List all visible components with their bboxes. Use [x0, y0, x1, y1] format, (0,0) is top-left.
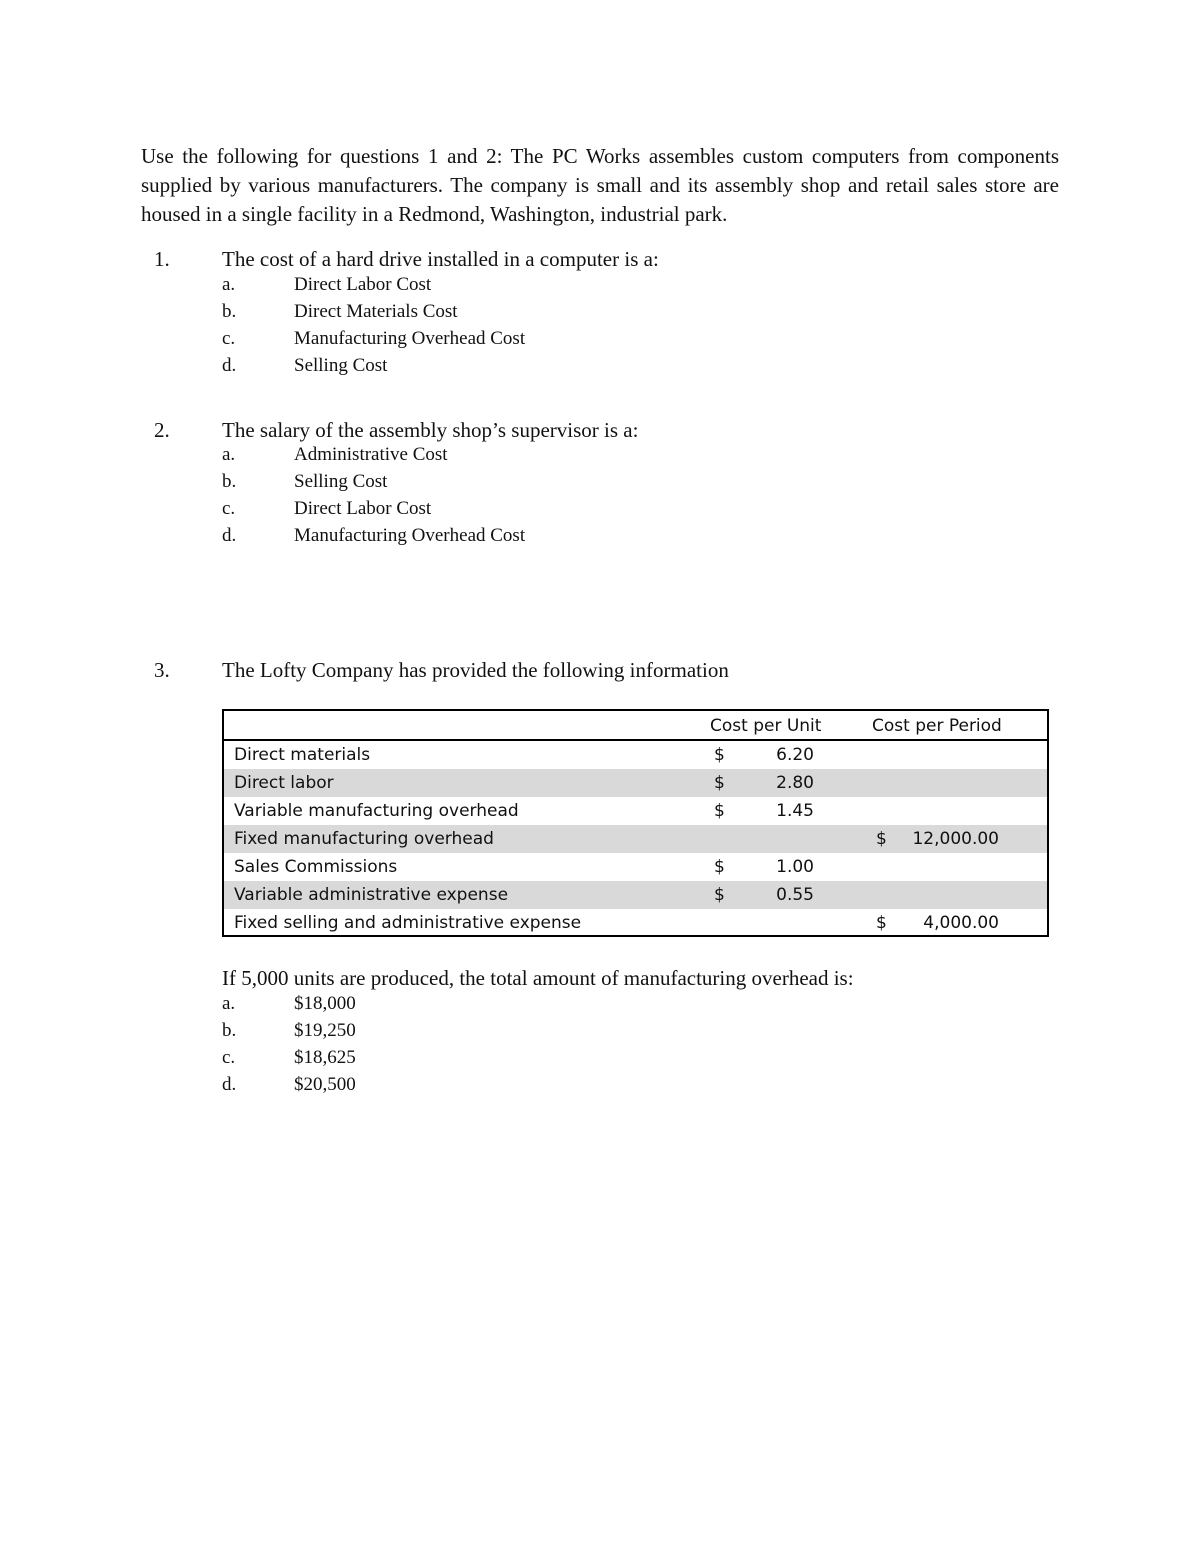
question-number: 3. — [154, 658, 170, 682]
option-text: $18,000 — [294, 993, 356, 1014]
unit-cost: 0.55 — [776, 885, 814, 905]
row-label: Variable manufacturing overhead — [234, 801, 519, 821]
table-row — [224, 741, 1047, 769]
cost-table — [222, 709, 1049, 937]
option-letter: c. — [222, 328, 236, 349]
table-row — [224, 825, 1047, 853]
row-label: Direct labor — [234, 773, 334, 793]
question-text: The Lofty Company has provided the following information — [222, 658, 729, 682]
row-label: Direct materials — [234, 745, 371, 765]
period-cost: 4,000.00 — [923, 913, 999, 933]
option-text: Direct Labor Cost — [294, 274, 432, 295]
option-text: $20,500 — [294, 1074, 356, 1095]
table-row — [224, 769, 1047, 797]
option-letter: d. — [222, 1074, 237, 1095]
period-cost: 12,000.00 — [912, 829, 999, 849]
question-text: The cost of a hard drive installed in a computer is a: — [222, 247, 659, 271]
option-letter: b. — [222, 1020, 237, 1041]
option-text: Administrative Cost — [294, 444, 448, 465]
header-cost-per-unit: Cost per Unit — [710, 716, 822, 736]
option-letter: c. — [222, 1047, 236, 1068]
table-row — [224, 797, 1047, 825]
table-header — [224, 711, 1047, 741]
option-letter: a. — [222, 444, 236, 465]
question-number: 1. — [154, 247, 170, 271]
row-label: Fixed selling and administrative expense — [234, 913, 582, 933]
unit-dollar-sign: $ — [714, 801, 725, 821]
header-cost-per-period: Cost per Period — [872, 716, 1002, 736]
unit-cost: 1.00 — [776, 857, 814, 877]
question-number: 2. — [154, 418, 170, 442]
unit-cost: 1.45 — [776, 801, 814, 821]
unit-dollar-sign: $ — [714, 745, 725, 765]
unit-cost: 2.80 — [776, 773, 814, 793]
unit-dollar-sign: $ — [714, 773, 725, 793]
option-text: Manufacturing Overhead Cost — [294, 328, 526, 349]
option-letter: d. — [222, 355, 237, 376]
option-letter: a. — [222, 274, 236, 295]
option-text: Direct Materials Cost — [294, 301, 458, 322]
row-label: Variable administrative expense — [234, 885, 509, 905]
row-label: Sales Commissions — [234, 857, 398, 877]
option-letter: b. — [222, 471, 237, 492]
option-text: Manufacturing Overhead Cost — [294, 525, 526, 546]
question-text: The salary of the assembly shop’s supervisor is a: — [222, 418, 639, 442]
table-row — [224, 881, 1047, 909]
option-text: Selling Cost — [294, 355, 388, 376]
option-text: Direct Labor Cost — [294, 498, 432, 519]
unit-dollar-sign: $ — [714, 857, 725, 877]
intro-paragraph: Use the following for questions 1 and 2: The PC Works assembles custom computers from components supplied by various manufacturers. The company is small and its assembly shop and retail sales store are housed in a single facility in a Redmond, Washington, industrial park. — [141, 144, 1059, 226]
option-text: $18,625 — [294, 1047, 356, 1068]
table-row — [224, 909, 1047, 937]
option-letter: c. — [222, 498, 236, 519]
option-text: Selling Cost — [294, 471, 388, 492]
unit-cost: 6.20 — [776, 745, 814, 765]
row-label: Fixed manufacturing overhead — [234, 829, 494, 849]
unit-dollar-sign: $ — [714, 885, 725, 905]
period-dollar-sign: $ — [876, 913, 887, 933]
followup-question-text: If 5,000 units are produced, the total amount of manufacturing overhead is: — [222, 966, 854, 990]
option-letter: b. — [222, 301, 237, 322]
option-letter: d. — [222, 525, 237, 546]
option-letter: a. — [222, 993, 236, 1014]
table-row — [224, 853, 1047, 881]
period-dollar-sign: $ — [876, 829, 887, 849]
option-text: $19,250 — [294, 1020, 356, 1041]
